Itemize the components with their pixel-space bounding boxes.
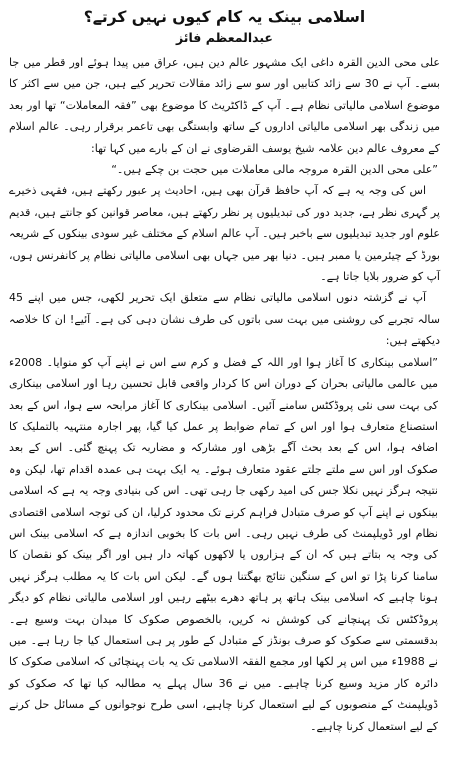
paragraph-summary-intro: آپ نے گزشتہ دنوں اسلامی مالیاتی نظام سے متعلق ایک تحریر لکھی، جس میں اپنے 45 سالہ تجربے کی روشنی میں بہت سی باتوں کی طرف نشان دہی کی ہے۔ آئیے! ان کا خلاصہ دیکھتے ہیں:	[9, 291, 440, 348]
paragraph-main-quote: ”اسلامی بینکاری کا آغاز ہوا اور اللہ کے فضل و کرم سے اس نے اپنے آپ کو منوایا۔ 2008ء میں عالمی مالیاتی بحران کے دوران اس کا کردار واقعی قابل تحسین رہا اور اسلامی بینکاری کی بہت سی نئی پروڈکٹس سامنے آئیں۔ اسلامی بینکاری کا آغاز مرابحہ سے ہوا، اس کے بعد استصناع متعارف ہوا اور اس کے تمام ضوابط پر عمل کیا گیا، پھر اجارہ منتہیہ بالتملیک کا اضافہ ہوا، اس کے بعد بحث آگے بڑھی اور مشارکہ و مضاربہ تک پہنچ گئی۔ اس کے بعد صکوک اور اس سے ملتے جلتے عقود متعارف ہوئے۔ یہ ایک بہت ہی عمدہ اقدام تھا، لیکن وہ نتیجہ ہرگز نہیں نکلا جس کی امید رکھی جا رہی تھی۔ اس کی بنیادی وجہ یہ ہے کہ اسلامی بینکوں نے اپنے آپ کو صرف متبادل فراہم کرنے تک محدود کرلیا، ان کی توجہ اسلامی اقتصادی نظام اور ڈویلپمنٹ کی طرف نہیں رہی۔ اس بات کا بخوبی اندازہ ہے کہ اسلامی بینک اس کی وجہ یہ بتاتے ہیں کہ ان کے ہزاروں یا لاکھوں کھاتہ دار ہیں اور اگر بینک کو نقصان کا سامنا کرنا پڑا تو اس کے سنگین نتائج بھگتنا ہوں گے۔ لیکن اس بات کا یہ مطلب ہرگز نہیں ہونا چاہیے کہ اسلامی بینک ہاتھ پر ہاتھ دھرے بیٹھے رہیں اور اسلامی مالیاتی نظام کو دیگر پروڈکٹس تک پہنچانے کی کوشش نہ کریں، بالخصوص صکوک کا میدان بہت وسیع ہے۔ بدقسمتی سے صکوک کو صرف بونڈز کے متبادل کے طور پر ہی استعمال کیا جا رہا ہے۔ میں نے 1988ء میں اس پر لکھا اور مجمع الفقہ الاسلامی تک یہ بات پہنچائی کہ اسلامی صکوک کا دائرہ کار مزید وسیع کرنا چاہیے۔ میں نے 36 سال پہلے یہ مطالبہ کیا تھا کہ صکوک کو ڈویلپمنٹ کے منصوبوں کے لیے استعمال کرنا چاہیے، اسی طرح نوجوانوں کے مسائل حل کرنے کے لیے استعمال کرنا چاہیے۔	[9, 355, 438, 733]
paragraph-qualifications: اس کی وجہ یہ ہے کہ آپ حافظ قرآن بھی ہیں، احادیث پر عبور رکھتے ہیں، فقہی ذخیرے پر گہری نظر ہے، جدید دور کی تبدیلیوں پر نظر رکھتے ہیں، معاصر قوانین کو جانتے ہیں، قدیم علوم اور جدید تبدیلیوں سے باخبر ہیں۔ آپ عالم اسلام کے مختلف غیر سودی بینکوں کے شریعہ بورڈ کے چیئرمین یا ممبر ہیں۔ دنیا بھر میں جہاں بھی اسلامی مالیاتی نظام پر کانفرنس ہوں، آپ کو ضرور بلایا جاتا ہے۔	[9, 184, 440, 284]
article-title: اسلامی بینک یہ کام کیوں نہیں کرتے؟	[83, 8, 366, 26]
paragraph-quote: ”علی محی الدین القرہ مروجہ مالی معاملات میں حجت بن چکے ہیں۔“	[111, 163, 438, 177]
article-author: عبدالمعظم فائز	[176, 30, 273, 45]
paragraph-intro: علی محی الدین القرہ داغی ایک مشہور عالم دین ہیں، عراق میں پیدا ہوئے اور قطر میں جا بسے۔ آپ نے 30 سے زائد کتابیں اور سو سے زائد مقالات تحریر کیے ہیں، جن میں سے اکثر کا موضوع اسلامی مالیاتی نظام ہے۔ آپ کے ڈاکٹریٹ کا موضوع بھی ”فقہ المعاملات“ تھا اور بعد میں زندگی بھر اسلامی مالیاتی اداروں کے ساتھ وابستگی بھی تاعمر برقرار رہی۔ عالم اسلام کے معروف عالم دین علامہ شیخ یوسف القرضاوی نے ان کے بارے میں کہا تھا:	[9, 56, 440, 155]
